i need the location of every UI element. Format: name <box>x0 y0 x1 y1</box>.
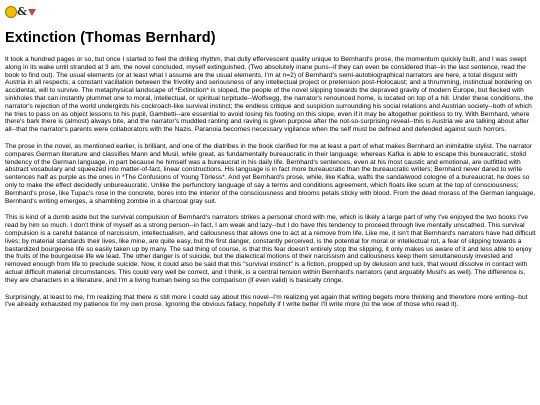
sun-icon <box>5 6 17 18</box>
triangle-icon <box>28 9 36 16</box>
ampersand-icon: & <box>17 5 27 18</box>
site-logo[interactable] <box>5 5 36 19</box>
article-body <box>5 56 537 318</box>
article-paragraph-4: Surprisingly, at least to me, I'm realizing that there is still more I could say about this novel--I'm realizing yet again that writing begets more thinking and therefore more writing--but I've already exhausted my patience for my own prose. Ignoring the obvious fallacy, hopefully if I write better I'll write more (to the woe of those who read it). <box>5 293 528 309</box>
article-paragraph-3: This is kind of a dumb aside but the survival compulsion of Bernhard's narrators strikes a personal chord with me, which is likely a large part of why I've enjoyed the two books I've read by him so much. I don't think of myself as a strong person--in fact, I am weak and lazy--but I do have this tendency to proceed through live mentally unscathed. This survival compulsion is a careful balance of narcissism, intellectualism, and callousness that allows one to act at a remove from life. Like me, it isn't that Bernhard's narrators have had difficult lives; by material standards their lives, like mine, are quite easy, but the first danger, constantly perceived, is the potential for moral or intellectual rot, a fear of slipping towards a bastardized bourgeoise life so easily taken up by many. The sad thing of course, is that this fear doesn't entirely stop the slipping, it only makes us aware of it and less able to enjoy the fruits of the bourgeoise life we lead. The other danger is of suicide, but the dialectical motions of their narcissism and callousness keep them simultaneously invested and removed enough from life to preclude suicide. Now, it could also be said that this "survival instinct" is a fiction, propped up by delusion and luck, that would dissolve in contact with actual difficult material circumstances. This could very well be correct, and I think, is a central tension within Bernhard's narrators (and arguably Musil's as well). The difference is, they are characters in a literature, and I'm a living human being so the comparison (if even valid) is basically cringe. <box>5 214 536 284</box>
article-paragraph-2: The prose in the novel, as mentioned earlier, is brilliant, and one of the diatribes in the book clarified for me at least a part of what makes Bernhard an inimitable stylist. The narrator compares German literature and classifies Mann and Musil, while great, as fundamentally bureaucratic in their language; whereas Kafka is able to escape this bureaucratic, stolid tendency of the German language, in part because he himself was a bureaucrat in his daily life. Bernhard's sentences, even at his most caustic and emotional, are outfitted with abstract vocabulary and squeezed into matter-of-fact, linear constructions. His language is in fact more bureaucratic than the bureaucratic writers; Bernhard never dared to write sentences half as purple as the ones in *The Confusions of Young Törless*. And yet Bernhard's prose, while, like Kafka, wafts the sandalwood cologne of a bureaucrat, he does so only to make the effect decidedly unbureaucratic. Unlike the perfunctory language of say a terms and conditions agreement, which floats like scum at the top of consciousness; Bernhard's prose, like Tupac's rose in the concrete, bores into the interior of the consciousness and blooms petals sticky with blood. From the dead morass of the German language, Bernhard's writing emerges, a shambling zombie in a charcoal gray suit. <box>5 142 536 205</box>
page-title: Extinction (Thomas Bernhard) <box>5 30 216 46</box>
article-paragraph-1: It took a hundred pages or so, but once I started to feel the drilling rhythm, that dully effervescent quality unique to Bernhard's prose, the momentum quickly built, and I was swept along in its wake until stranded at 3 am, the novel concluded, myself extinguished. (Two absolutely inane puns--if they can even be considered that--in the last sentence, read the book to find out). The usual elements (or at least what I assume are the usual elements, I'm at n=2) of Bernhard's semi-autobiographical narrators are here, a total disgust with Austria in all respects; a constant vacillation between the frivolity and seriousness of any intellectual project or pretension post-Holocaust; and a thrumming, instinctual bordering on accidental, will to survive. The metaphysical landscape of *Extinction* is sloped, the people of the novel slipping towards the depraved gravity of modern Europe, but flecked with sinkholes that can instantly plummet one to moral, intellectual, or spiritual turpitude--Wolfsegg, the narrator's renounced home, is located on top of a hill. Under these conditions, the narrator's rejection of the world undergirds his cockroach-like survival instinct; the endless critique and suspicion surrounding his social relations and Austrian society--both of which he tries to pass on as object lessons to his pupil, Gambetti--are essential to avoid losing his footing on this slope, even if it may be altogether pointless to try. With Bernhard, where there's bark there is (almost) always bite, and the narrator's muddled ranting and raving is given purpose after the not-so-surprising reveal--this is Austria we are talking about after all--that the narrator's parents were collaborators with the Nazis. Paranoia becomes necessary vigilance when the self must be defined and defended against such horrors. <box>5 56 534 134</box>
